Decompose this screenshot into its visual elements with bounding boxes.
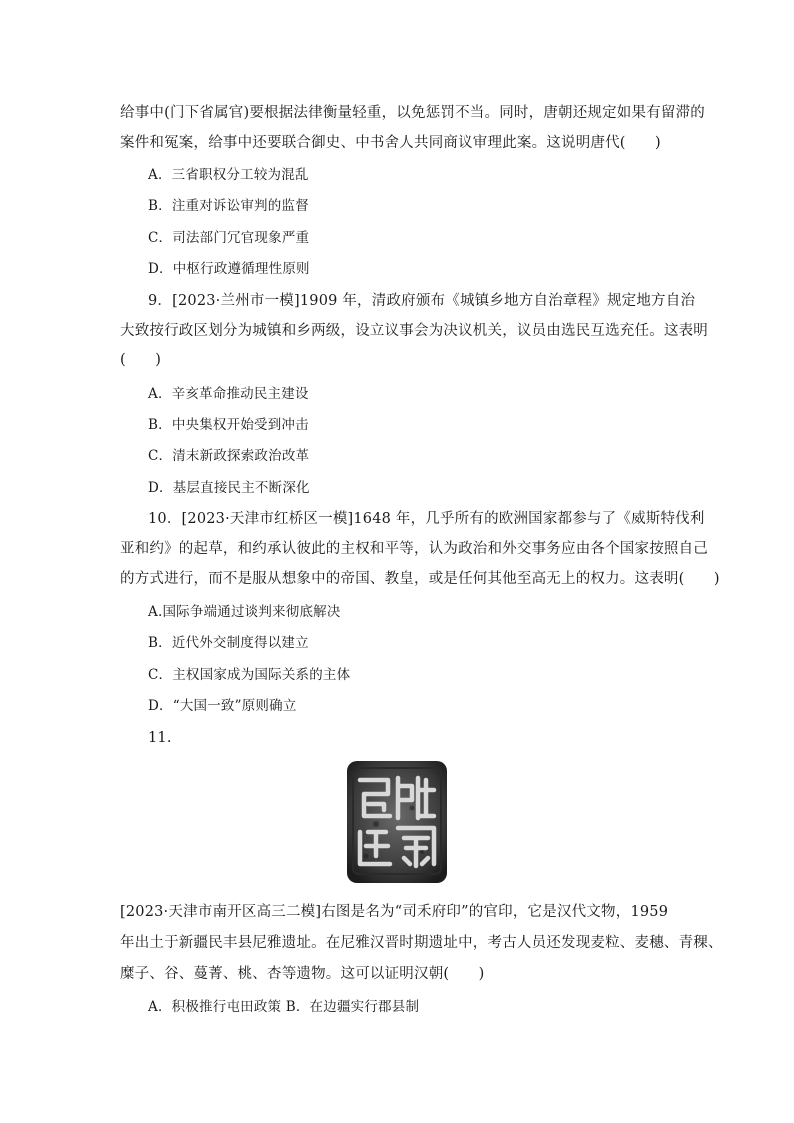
q8-option-b[interactable]: B．注重对诉讼审判的监督: [148, 198, 309, 214]
q11-number: 11.: [148, 730, 172, 746]
q11-options-line[interactable]: A．积极推行屯田政策 B．在边疆实行郡县制: [148, 999, 420, 1015]
q9-stem-line2: 大致按行政区划分为城镇和乡两级，设立议事会为决议机关，议员由选民互选充任。这表明: [120, 323, 708, 339]
q10-option-d[interactable]: D．“大国一致”原则确立: [148, 698, 297, 714]
q10-option-b[interactable]: B．近代外交制度得以建立: [148, 635, 309, 651]
q8-option-c[interactable]: C．司法部门冗官现象严重: [148, 230, 310, 246]
q8-stem-line2: 案件和冤案，给事中还要联合御史、中书舍人共同商议审理此案。这说明唐代( ): [120, 135, 661, 151]
q9-option-a[interactable]: A．辛亥革命推动民主建设: [148, 386, 309, 402]
q9-option-c[interactable]: C．清末新政探索政治改革: [148, 448, 310, 464]
q9-option-b[interactable]: B．中央集权开始受到冲击: [148, 417, 309, 433]
q10-option-c[interactable]: C．主权国家成为国际关系的主体: [148, 667, 351, 683]
q10-stem-line2: 亚和约》的起草，和约承认彼此的主权和平等，认为政治和外交事务应由各个国家按照自己: [120, 541, 708, 557]
q10-stem-line3: 的方式进行，而不是服从想象中的帝国、教皇，或是任何其他至高无上的权力。这表明( ): [120, 571, 720, 587]
q11-stem-line3: 糜子、谷、蔓菁、桃、杏等遗物。这可以证明汉朝( ): [120, 966, 485, 982]
seal-stamp-image: [346, 760, 448, 884]
q9-stem-line1: 9．[2023·兰州市一模]1909 年，清政府颁布《城镇乡地方自治章程》规定地方自治: [148, 293, 696, 309]
q8-option-a[interactable]: A．三省职权分工较为混乱: [148, 167, 309, 183]
q9-stem-line3: ( ): [120, 352, 162, 368]
q10-option-a[interactable]: A.国际争端通过谈判来彻底解决: [148, 604, 341, 620]
q11-stem-line2: 年出土于新疆民丰县尼雅遗址。在尼雅汉晋时期遗址中，考古人员还发现麦粒、麦穗、青稞、: [120, 935, 723, 951]
q10-stem-line1: 10．[2023·天津市红桥区一模]1648 年，几乎所有的欧洲国家都参与了《威斯特伐利: [148, 511, 705, 527]
q8-stem-line1: 给事中(门下省属官)要根据法律衡量轻重，以免惩罚不当。同时，唐朝还规定如果有留滞的: [120, 105, 706, 121]
q9-option-d[interactable]: D．基层直接民主不断深化: [148, 480, 310, 496]
q11-stem-line1: [2023·天津市南开区高三二模]右图是名为“司禾府印”的官印，它是汉代文物，1959: [120, 904, 669, 920]
q8-option-d[interactable]: D．中枢行政遵循理性原则: [148, 261, 310, 277]
